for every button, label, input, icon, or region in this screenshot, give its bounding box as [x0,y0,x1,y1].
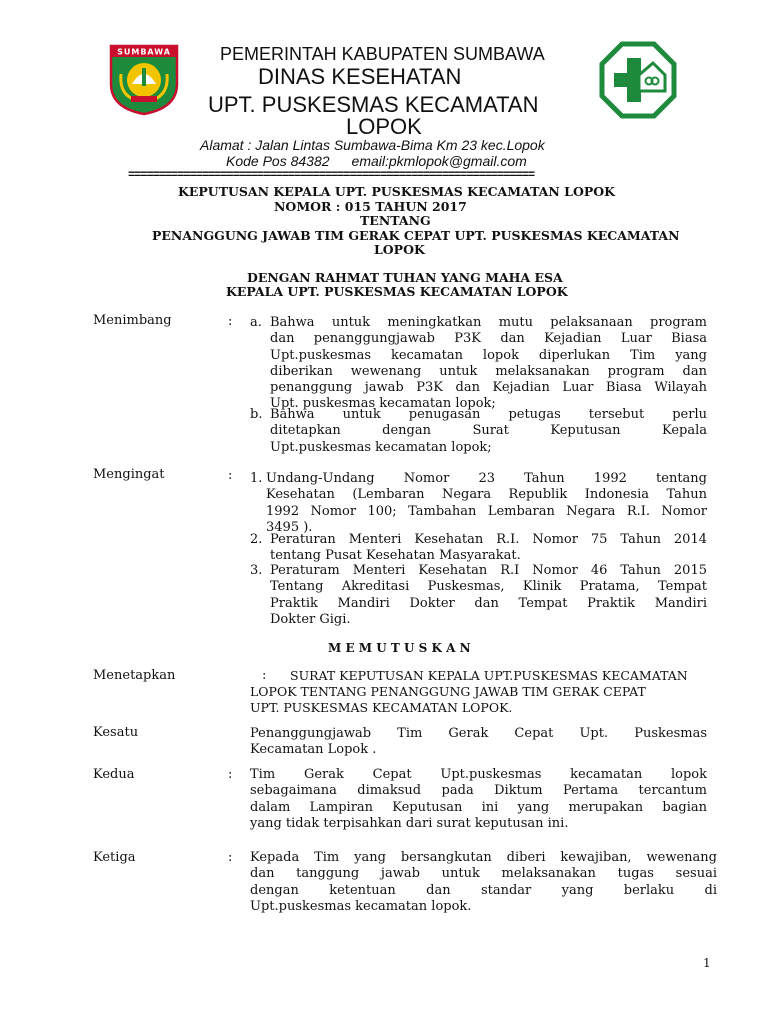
unit-name-line1: UPT. PUSKESMAS KECAMATAN [208,92,539,117]
mengingat-item-2 [270,532,707,565]
address: Alamat : Jalan Lintas Sumbawa-Bima Km 23 kec.Lopok [200,137,545,153]
text-line: Dokter Gigi. [270,611,351,627]
menetapkan-label: Menetapkan [93,668,176,683]
mengingat-label: Mengingat [93,467,165,482]
menimbang-marker-b: b. [250,407,263,422]
contact-line [226,153,527,169]
text-line: Kecamatan Lopok . [250,742,377,758]
email: email:pkmlopok@gmail.com [351,153,527,169]
decree-about: TENTANG [360,213,431,228]
text-line: Tentang Akreditasi Puskesmas, Klinik Pratama, Tempat [270,579,707,595]
text-line: tentang Pusat Kesehatan Masyarakat. [270,548,521,564]
text-line: Upt.puskesmas kecamatan lopok; [270,439,492,455]
kesatu-text [250,726,707,759]
authority: KEPALA UPT. PUSKESMAS KECAMATAN LOPOK [226,284,568,299]
mengingat-colon: : [228,468,233,483]
text-line: dan tanggung jawab untuk melaksanakan tugas sesuai [250,866,717,882]
crest-banner-text: SUMBAWA [117,47,171,57]
text-line: Undang-Undang Nomor 23 Tahun 1992 tentang [266,471,707,486]
text-line: Peraturan Menteri Kesehatan R.I. Nomor 75 Tahun 2014 [270,532,707,547]
menimbang-label: Menimbang [93,313,172,328]
ketiga-text [250,850,717,915]
kedua-text [250,767,707,832]
text-line: Penanggungjawab Tim Gerak Cepat Upt. Puskesmas [250,726,707,741]
puskesmas-logo [599,41,677,119]
text-line: Bahwa untuk penugasan petugas tersebut perlu [270,407,707,422]
text-line: yang tidak terpisahkan dari surat keputusan ini. [250,815,569,831]
mengingat-marker-2: 2. [250,532,263,547]
menetapkan-text [250,668,712,716]
decree-title: KEPUTUSAN KEPALA UPT. PUSKESMAS KECAMATAN LOPOK [178,184,615,199]
text-line: Upt.puskesmas kecamatan lopok. [250,898,472,914]
text-line: 1992 Nomor 100; Tambahan Lembaran Negara R.I. Nomor [266,503,707,519]
text-line: sebagaimana dimaksud pada Diktum Pertama tercantum [250,783,707,799]
text-line: Praktik Mandiri Dokter dan Tempat Praktik Mandiri [270,595,707,611]
kesatu-label: Kesatu [93,725,139,740]
mengingat-item-3 [270,563,707,628]
text-line: ditetapkan dengan Surat Keputusan Kepala [270,423,707,439]
text-line: dengan ketentuan dan standar yang berlaku di [250,882,717,898]
text-line: Peraturam Menteri Kesehatan R.I Nomor 46 Tahun 2015 [270,563,707,578]
kedua-label: Kedua [93,767,135,782]
blessing: DENGAN RAHMAT TUHAN YANG MAHA ESA [247,270,563,285]
text-line: penanggung jawab P3K dan Kejadian Luar Biasa Wilayah [270,380,707,396]
text-line: 3495 ). [266,519,313,535]
memutuskan-heading: M E M U T U S K A N [328,641,471,655]
text-line: Upt. puskesmas kecamatan lopok; [270,396,496,412]
letterhead-separator: ================================================================== [128,168,534,182]
ketiga-colon: : [228,850,233,865]
menimbang-item-a [270,315,707,413]
sumbawa-crest-logo [109,44,179,116]
postal-code: Kode Pos 84382 [226,153,330,169]
text-line: LOPOK TENTANG PENANGGUNG JAWAB TIM GERAK CEPAT [250,684,646,699]
text-line: Tim Gerak Cepat Upt.puskesmas kecamatan lopok [250,767,707,782]
text-line: diberikan wewenang untuk melaksanakan program dan [270,363,707,379]
decree-subject-line1: PENANGGUNG JAWAB TIM GERAK CEPAT UPT. PUSKESMAS KECAMATAN [152,228,680,243]
mengingat-item-1 [266,471,707,536]
text-line: dan penanggungjawab P3K dan Kejadian Luar Biasa [270,331,707,347]
department-name: DINAS KESEHATAN [258,64,462,89]
mengingat-marker-3: 3. [250,563,263,578]
decree-number: NOMOR : 015 TAHUN 2017 [274,199,467,214]
unit-name-line2: LOPOK [346,114,422,139]
menimbang-marker-a: a. [250,315,262,330]
mengingat-marker-1: 1. [250,471,263,486]
ketiga-label: Ketiga [93,850,136,865]
menimbang-item-b [270,407,707,456]
text-line: dalam Lampiran Keputusan ini yang merupakan bagian [250,799,707,815]
text-line: Bahwa untuk meningkatkan mutu pelaksanaan program [270,315,707,330]
menetapkan-colon: : [262,668,267,683]
menimbang-colon: : [228,314,233,329]
government-name: PEMERINTAH KABUPATEN SUMBAWA [220,44,545,64]
text-line: Upt.puskesmas kecamatan lopok diperlukan Tim yang [270,347,707,363]
decree-subject-line2: LOPOK [374,242,425,257]
page-number: 1 [703,956,711,970]
kedua-colon: : [228,767,233,782]
text-line: Kesehatan (Lembaran Negara Republik Indonesia Tahun [266,487,707,503]
text-line: SURAT KEPUTUSAN KEPALA UPT.PUSKESMAS KECAMATAN [290,668,688,683]
text-line: UPT. PUSKESMAS KECAMATAN LOPOK. [250,700,513,715]
text-line: Kepada Tim yang bersangkutan diberi kewajiban, wewenang [250,850,717,865]
